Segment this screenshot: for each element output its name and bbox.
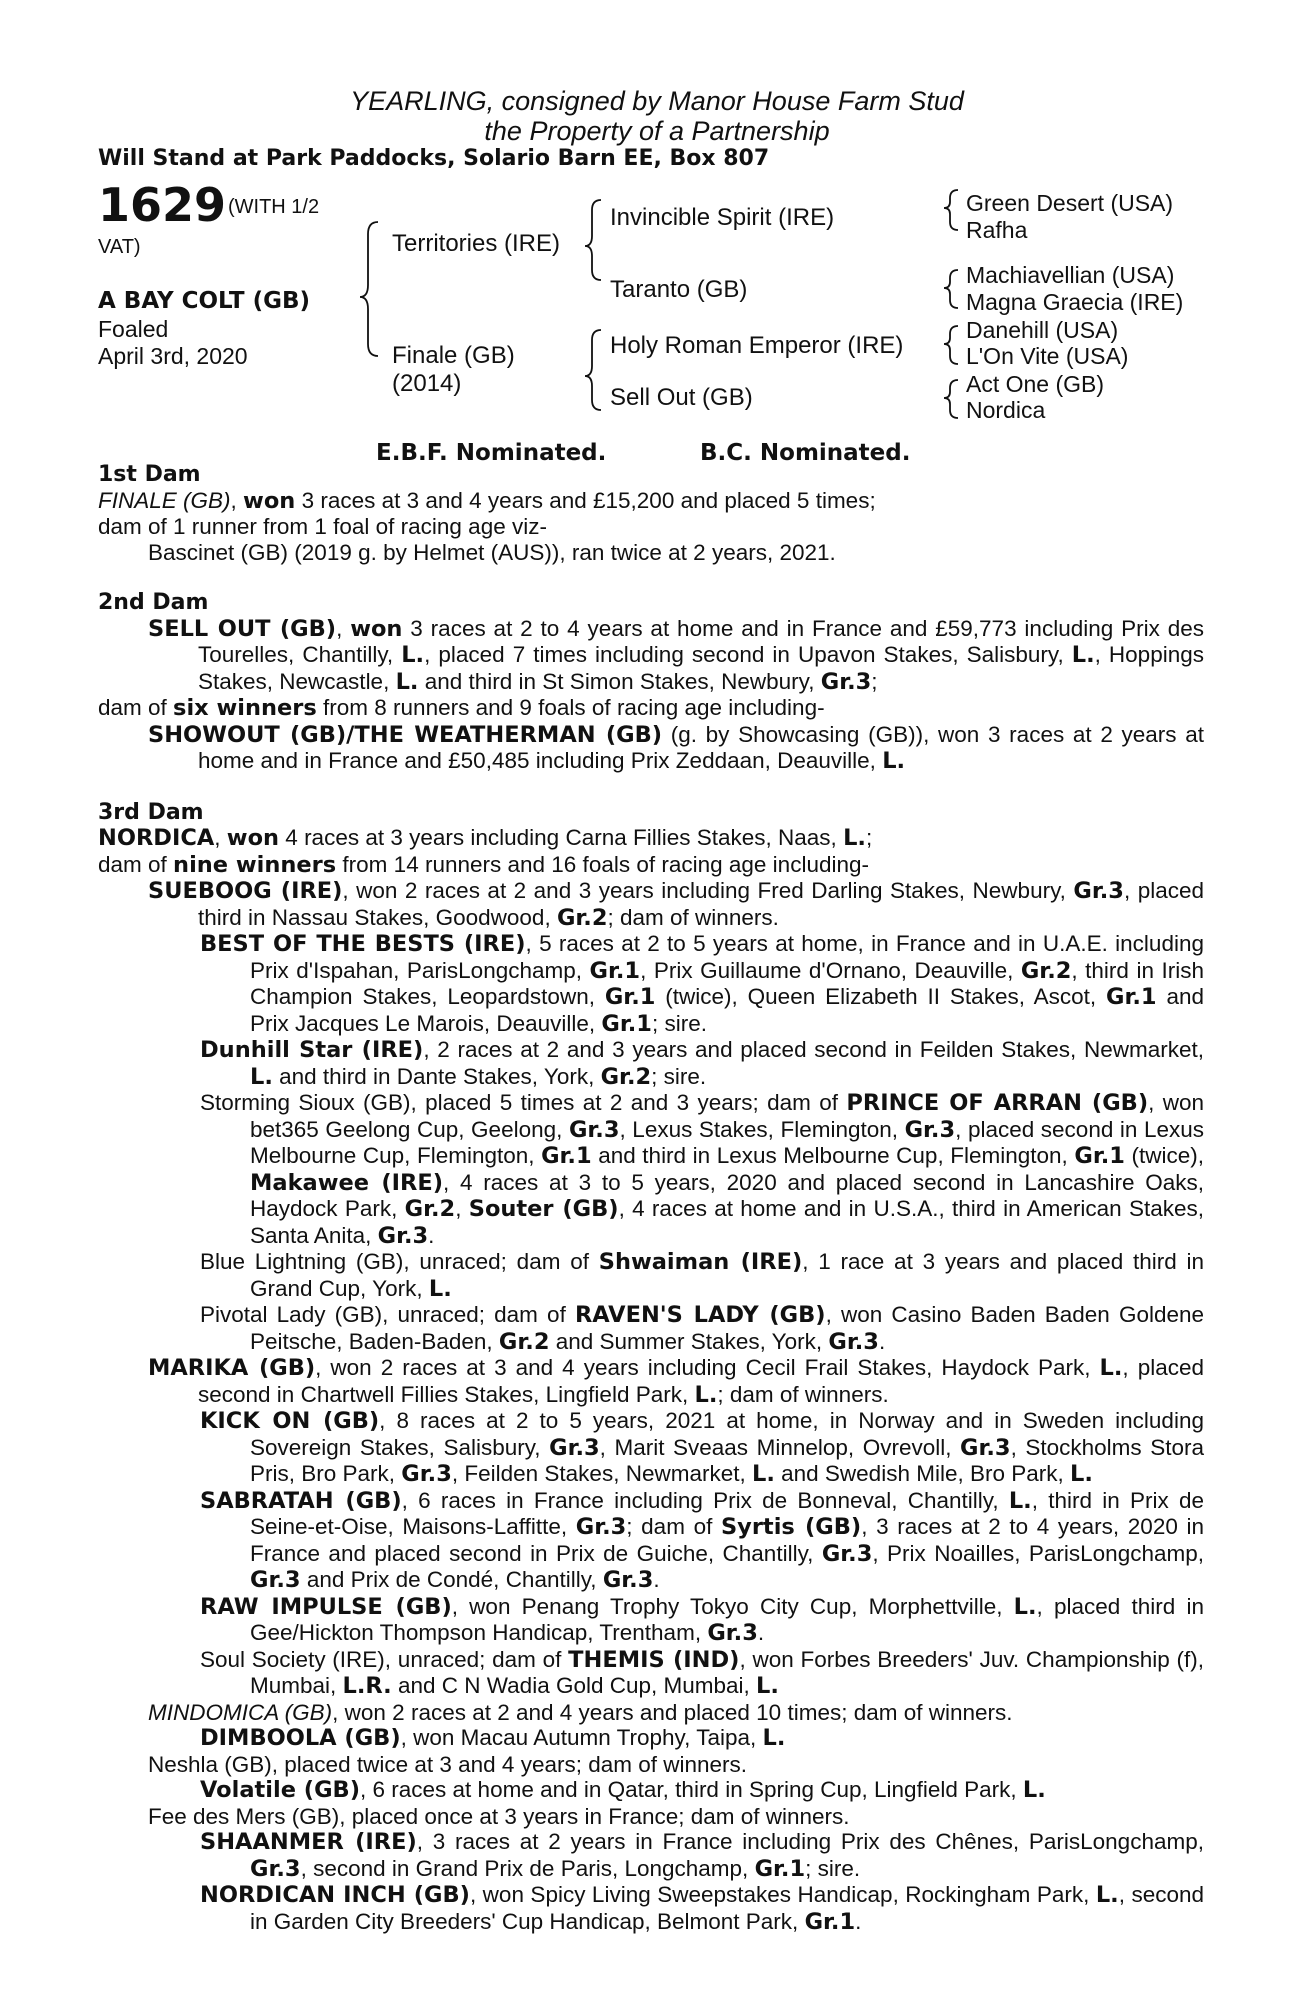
entry-pivotal-lady: Pivotal Lady (GB), unraced; dam of RAVEN'S LADY (GB), won Casino Baden Baden Goldene Peitsche, Baden-Baden, Gr.2 and Summer Stakes, York, Gr.3. (200, 1302, 1205, 1355)
entry-shaanmer: SHAANMER (IRE), 3 races at 2 years in France including Prix des Chênes, ParisLongchamp, Gr.3, second in Grand Prix de Paris, Longchamp, Gr.1; sire. (200, 1829, 1204, 1882)
bracket-dd (944, 380, 958, 418)
vat-note: (WITH 1/2 (228, 196, 320, 218)
second-dam-produce: dam of six winners from 8 runners and 9 foals of racing age including- (98, 695, 825, 721)
second-dam-text: SELL OUT (GB), won 3 races at 2 to 4 years at home and in France and £59,773 including Prix des Tourelles, Chantilly, L., placed 7 times including second in Upavon Stakes, Salisbury, L., Hoppings Stakes, Newcastle, L. and third in St Simon Stakes, Newbury, Gr.3; (148, 615, 1204, 695)
pedigree-dam-sire: Holy Roman Emperor (IRE) (610, 332, 904, 359)
bracket-ss (944, 190, 958, 230)
bracket-sd (944, 270, 958, 308)
pedigree-sds: Machiavellian (USA) (966, 262, 1175, 288)
first-dam-progeny: Bascinet (GB) (2019 g. by Helmet (AUS)), ran twice at 2 years, 2021. (148, 539, 836, 565)
pedigree-sire-dam: Taranto (GB) (610, 276, 748, 303)
pedigree-sire-sire: Invincible Spirit (IRE) (610, 204, 835, 231)
entry-raw-impulse: RAW IMPULSE (GB), won Penang Trophy Tokyo City Cup, Morphettville, L., placed third in Gee/Hickton Thompson Handicap, Trentham, Gr.3. (200, 1593, 1204, 1646)
consignor-line: YEARLING, consigned by Manor House Farm Stud (350, 86, 964, 116)
third-dam-heading: 3rd Dam (98, 799, 204, 825)
second-dam-heading: 2nd Dam (98, 590, 209, 615)
entry-storming-sioux: Storming Sioux (GB), placed 5 times at 2 and 3 years; dam of PRINCE OF ARRAN (GB), won bet365 Geelong Cup, Geelong, Gr.3, Lexus Stakes, Flemington, Gr.3, placed second in Lexus Melbourne Cup, Flemington, Gr.1 and third in Lexus Melbourne Cup, Flemington, Gr.1 (twice), Makawee (IRE), 4 races at 3 to 5 years, 2020 and placed second in Lancashire Oaks, Haydock Park, Gr.2, Souter (GB), 4 races at home and in U.S.A., third in American Stakes, Santa Anita, Gr.3. (200, 1090, 1205, 1249)
bracket-ds (944, 326, 958, 364)
pedigree-dam: Finale (GB) (392, 342, 515, 369)
lot-description: A BAY COLT (GB) (98, 288, 311, 314)
first-dam-heading: 1st Dam (98, 462, 201, 487)
third-dam-produce: dam of nine winners from 14 runners and 16 foals of racing age including- (98, 851, 869, 878)
entry-marika: MARIKA (GB), won 2 races at 3 and 4 years including Cecil Frail Stakes, Haydock Park, L., placed second in Chartwell Fillies Stakes, Lingfield Park, L.; dam of winners. (148, 1355, 1204, 1408)
pedigree-ssd: Rafha (966, 217, 1028, 243)
first-dam-text: FINALE (GB), won 3 races at 3 and 4 years and £15,200 and placed 5 times; (98, 487, 876, 514)
foaled-label: Foaled (98, 316, 169, 342)
bracket-parents (360, 222, 378, 356)
pedigree-dss: Danehill (USA) (966, 317, 1119, 343)
bracket-dam (585, 330, 601, 410)
entry-sueboog: SUEBOOG (IRE), won 2 races at 2 and 3 years including Fred Darling Stakes, Newbury, Gr.3, placed third in Nassau Stakes, Goodwood, Gr.2; dam of winners. (148, 878, 1204, 931)
ebf-nomination: E.B.F. Nominated. (376, 440, 607, 466)
bc-nomination: B.C. Nominated. (700, 440, 911, 466)
entry-kick-on: KICK ON (GB), 8 races at 2 to 5 years, 2021 at home, in Norway and in Sweden including Sovereign Stakes, Salisbury, Gr.3, Marit Sveaas Minnelop, Ovrevoll, Gr.3, Stockholms Stora Pris, Bro Park, Gr.3, Feilden Stakes, Newmarket, L. and Swedish Mile, Bro Park, L. (200, 1408, 1204, 1487)
third-dam-text: NORDICA, won 4 races at 3 years including Carna Fillies Stakes, Naas, L.; (98, 825, 873, 851)
entry-blue-lightning: Blue Lightning (GB), unraced; dam of Shwaiman (IRE), 1 race at 3 years and placed third in Grand Cup, York, L. (200, 1249, 1205, 1302)
property-line: the Property of a Partnership (484, 116, 830, 146)
pedigree-dsd: L'On Vite (USA) (966, 343, 1129, 369)
pedigree-dam-year: (2014) (392, 370, 462, 397)
pedigree-sire: Territories (IRE) (392, 230, 561, 257)
entry-dunhill-star: Dunhill Star (IRE), 2 races at 2 and 3 years and placed second in Feilden Stakes, Newmarket, L. and third in Dante Stakes, York, Gr.2; sire. (200, 1037, 1204, 1090)
entry-mindomica: MINDOMICA (GB), won 2 races at 2 and 4 years and placed 10 times; dam of winners. (148, 1699, 1013, 1725)
pedigree-dam-dam: Sell Out (GB) (610, 384, 753, 411)
stand-location: Will Stand at Park Paddocks, Solario Barn EE, Box 807 (98, 146, 770, 171)
entry-dimboola: DIMBOOLA (GB), won Macau Autumn Trophy, Taipa, L. (200, 1725, 786, 1751)
entry-sabratah: SABRATAH (GB), 6 races in France including Prix de Bonneval, Chantilly, L., third in Prix de Seine-et-Oise, Maisons-Laffitte, Gr.3; dam of Syrtis (GB), 3 races at 2 to 4 years, 2020 in France and placed second in Prix de Guiche, Chantilly, Gr.3, Prix Noailles, ParisLongchamp, Gr.3 and Prix de Condé, Chantilly, Gr.3. (200, 1487, 1204, 1593)
entry-fee-des-mers: Fee des Mers (GB), placed once at 3 years in France; dam of winners. (148, 1803, 850, 1829)
dam-line (98, 462, 1204, 1935)
foaled-date: April 3rd, 2020 (98, 343, 248, 369)
entry-best-of-the-bests: BEST OF THE BESTS (IRE), 5 races at 2 to 5 years at home, in France and in U.A.E. including Prix d'Ispahan, ParisLongchamp, Gr.1, Prix Guillaume d'Ornano, Deauville, Gr.2, third in Irish Champion Stakes, Leopardstown, Gr.1 (twice), Queen Elizabeth II Stakes, Ascot, Gr.1 and Prix Jacques Le Marois, Deauville, Gr.1; sire. (200, 931, 1204, 1037)
lot-number: 1629 (98, 178, 227, 232)
entry-volatile: Volatile (GB), 6 races at home and in Qatar, third in Spring Cup, Lingfield Park, L. (200, 1777, 1046, 1803)
entry-nordican-inch: NORDICAN INCH (GB), won Spicy Living Sweepstakes Handicap, Rockingham Park, L., second in Garden City Breeders' Cup Handicap, Belmont Park, Gr.1. (200, 1882, 1205, 1935)
vat-note-cont: VAT) (98, 236, 141, 258)
bracket-sire (585, 200, 601, 280)
second-dam-progeny: SHOWOUT (GB)/THE WEATHERMAN (GB) (g. by Showcasing (GB)), won 3 races at 2 years at home and in France and £50,485 including Prix Zeddaan, Deauville, L. (148, 721, 1204, 774)
pedigree-sdd: Magna Graecia (IRE) (966, 289, 1184, 315)
pedigree-ddd: Nordica (966, 397, 1046, 423)
pedigree-dds: Act One (GB) (966, 371, 1105, 397)
entry-soul-society: Soul Society (IRE), unraced; dam of THEMIS (IND), won Forbes Breeders' Juv. Championship (f), Mumbai, L.R. and C N Wadia Gold Cup, Mumbai, L. (200, 1646, 1205, 1699)
first-dam-produce: dam of 1 runner from 1 foal of racing age viz- (98, 514, 547, 539)
pedigree-sss: Green Desert (USA) (966, 190, 1174, 216)
entry-neshla: Neshla (GB), placed twice at 3 and 4 years; dam of winners. (148, 1751, 748, 1777)
